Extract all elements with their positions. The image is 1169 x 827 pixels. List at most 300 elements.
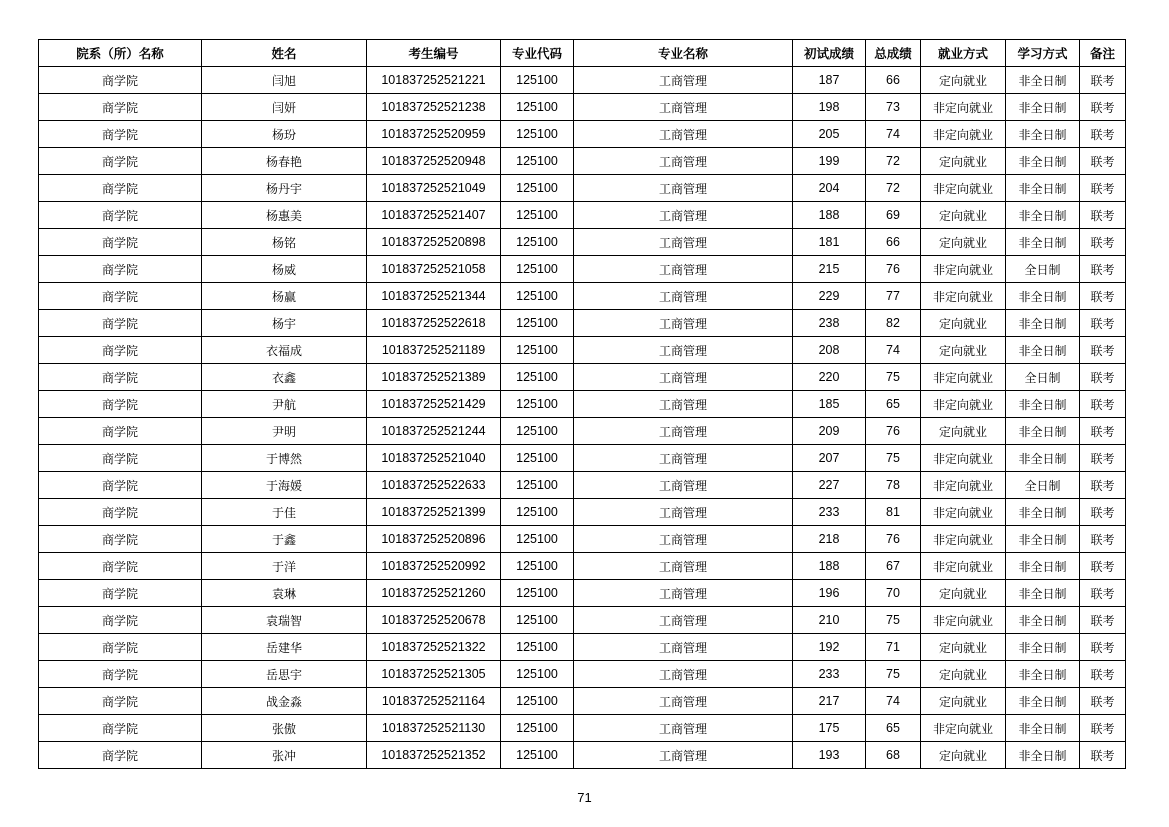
cell-initial-score: 187 [793,67,866,94]
cell-employment-type: 非定向就业 [921,283,1006,310]
cell-candidate-id: 101837252522633 [367,472,501,499]
cell-study-mode: 非全日制 [1006,175,1080,202]
cell-employment-type: 定向就业 [921,688,1006,715]
cell-initial-score: 218 [793,526,866,553]
table-row [39,67,1126,94]
cell-initial-score: 220 [793,364,866,391]
cell-name: 于鑫 [202,526,367,553]
cell-name: 张冲 [202,742,367,769]
cell-remarks: 联考 [1080,499,1126,526]
cell-department: 商学院 [39,364,202,391]
cell-remarks: 联考 [1080,688,1126,715]
cell-department: 商学院 [39,472,202,499]
table-row [39,121,1126,148]
cell-major-name: 工商管理 [574,688,793,715]
cell-major-name: 工商管理 [574,121,793,148]
cell-major-name: 工商管理 [574,499,793,526]
cell-major-name: 工商管理 [574,418,793,445]
cell-major-name: 工商管理 [574,148,793,175]
cell-total-score: 71 [866,634,921,661]
cell-employment-type: 非定向就业 [921,445,1006,472]
cell-initial-score: 185 [793,391,866,418]
cell-major-code: 125100 [501,526,574,553]
header-remarks: 备注 [1080,40,1126,67]
header-candidate-id: 考生编号 [367,40,501,67]
cell-candidate-id: 101837252521389 [367,364,501,391]
cell-employment-type: 非定向就业 [921,391,1006,418]
cell-candidate-id: 101837252521058 [367,256,501,283]
table-row [39,742,1126,769]
cell-study-mode: 非全日制 [1006,742,1080,769]
cell-study-mode: 非全日制 [1006,418,1080,445]
cell-total-score: 65 [866,715,921,742]
cell-department: 商学院 [39,256,202,283]
cell-employment-type: 定向就业 [921,148,1006,175]
cell-department: 商学院 [39,688,202,715]
table-row [39,202,1126,229]
cell-total-score: 66 [866,67,921,94]
cell-name: 岳思宇 [202,661,367,688]
table-header-row [39,40,1126,67]
cell-total-score: 73 [866,94,921,121]
cell-initial-score: 238 [793,310,866,337]
cell-study-mode: 非全日制 [1006,445,1080,472]
header-study-mode: 学习方式 [1006,40,1080,67]
cell-name: 杨玢 [202,121,367,148]
cell-major-name: 工商管理 [574,715,793,742]
cell-department: 商学院 [39,607,202,634]
cell-name: 杨铭 [202,229,367,256]
cell-employment-type: 非定向就业 [921,526,1006,553]
cell-remarks: 联考 [1080,229,1126,256]
cell-major-name: 工商管理 [574,67,793,94]
table-row [39,283,1126,310]
table-row [39,229,1126,256]
cell-initial-score: 210 [793,607,866,634]
cell-remarks: 联考 [1080,337,1126,364]
cell-initial-score: 175 [793,715,866,742]
table-row [39,661,1126,688]
cell-employment-type: 定向就业 [921,742,1006,769]
cell-major-code: 125100 [501,580,574,607]
cell-total-score: 72 [866,148,921,175]
cell-study-mode: 非全日制 [1006,607,1080,634]
cell-major-name: 工商管理 [574,661,793,688]
cell-employment-type: 定向就业 [921,202,1006,229]
cell-initial-score: 233 [793,661,866,688]
cell-employment-type: 非定向就业 [921,256,1006,283]
cell-remarks: 联考 [1080,148,1126,175]
cell-name: 于博然 [202,445,367,472]
cell-remarks: 联考 [1080,67,1126,94]
cell-initial-score: 229 [793,283,866,310]
cell-name: 杨丹宇 [202,175,367,202]
cell-initial-score: 204 [793,175,866,202]
cell-major-code: 125100 [501,121,574,148]
cell-initial-score: 188 [793,553,866,580]
cell-major-code: 125100 [501,688,574,715]
cell-initial-score: 205 [793,121,866,148]
cell-initial-score: 198 [793,94,866,121]
cell-major-name: 工商管理 [574,553,793,580]
cell-total-score: 74 [866,337,921,364]
table-row [39,634,1126,661]
cell-study-mode: 非全日制 [1006,337,1080,364]
cell-initial-score: 233 [793,499,866,526]
table-row [39,688,1126,715]
cell-major-code: 125100 [501,94,574,121]
cell-remarks: 联考 [1080,553,1126,580]
cell-initial-score: 192 [793,634,866,661]
cell-department: 商学院 [39,337,202,364]
cell-remarks: 联考 [1080,715,1126,742]
cell-study-mode: 非全日制 [1006,148,1080,175]
cell-employment-type: 非定向就业 [921,94,1006,121]
cell-major-code: 125100 [501,256,574,283]
cell-remarks: 联考 [1080,418,1126,445]
table-row [39,526,1126,553]
cell-total-score: 65 [866,391,921,418]
header-initial-score: 初试成绩 [793,40,866,67]
table-row [39,391,1126,418]
cell-candidate-id: 101837252521407 [367,202,501,229]
cell-candidate-id: 101837252520678 [367,607,501,634]
cell-major-name: 工商管理 [574,256,793,283]
cell-employment-type: 定向就业 [921,337,1006,364]
cell-remarks: 联考 [1080,742,1126,769]
cell-department: 商学院 [39,67,202,94]
cell-major-code: 125100 [501,202,574,229]
table-row [39,580,1126,607]
cell-candidate-id: 101837252521305 [367,661,501,688]
cell-remarks: 联考 [1080,526,1126,553]
cell-study-mode: 非全日制 [1006,121,1080,148]
cell-major-code: 125100 [501,607,574,634]
cell-department: 商学院 [39,742,202,769]
cell-employment-type: 非定向就业 [921,364,1006,391]
cell-major-name: 工商管理 [574,229,793,256]
table-row [39,94,1126,121]
cell-name: 尹航 [202,391,367,418]
cell-name: 于海媛 [202,472,367,499]
cell-major-name: 工商管理 [574,310,793,337]
cell-major-name: 工商管理 [574,580,793,607]
cell-candidate-id: 101837252521344 [367,283,501,310]
cell-major-code: 125100 [501,364,574,391]
cell-employment-type: 非定向就业 [921,499,1006,526]
cell-study-mode: 非全日制 [1006,283,1080,310]
cell-department: 商学院 [39,121,202,148]
cell-remarks: 联考 [1080,310,1126,337]
cell-study-mode: 全日制 [1006,256,1080,283]
header-employment-type: 就业方式 [921,40,1006,67]
cell-employment-type: 非定向就业 [921,175,1006,202]
cell-employment-type: 非定向就业 [921,715,1006,742]
table-row [39,499,1126,526]
cell-study-mode: 非全日制 [1006,310,1080,337]
cell-study-mode: 非全日制 [1006,580,1080,607]
cell-department: 商学院 [39,445,202,472]
cell-total-score: 76 [866,256,921,283]
cell-total-score: 74 [866,121,921,148]
cell-major-name: 工商管理 [574,175,793,202]
cell-department: 商学院 [39,229,202,256]
cell-major-name: 工商管理 [574,391,793,418]
cell-major-name: 工商管理 [574,634,793,661]
cell-major-name: 工商管理 [574,607,793,634]
table-row [39,553,1126,580]
cell-major-name: 工商管理 [574,526,793,553]
table-row [39,607,1126,634]
cell-department: 商学院 [39,148,202,175]
cell-study-mode: 非全日制 [1006,67,1080,94]
table-row [39,445,1126,472]
cell-candidate-id: 101837252521130 [367,715,501,742]
cell-name: 岳建华 [202,634,367,661]
cell-employment-type: 非定向就业 [921,553,1006,580]
cell-department: 商学院 [39,580,202,607]
table-row [39,364,1126,391]
cell-remarks: 联考 [1080,256,1126,283]
page-number: 71 [577,790,592,805]
cell-name: 袁琳 [202,580,367,607]
admission-table [38,39,1126,769]
cell-name: 杨惠美 [202,202,367,229]
cell-candidate-id: 101837252521322 [367,634,501,661]
cell-total-score: 75 [866,364,921,391]
cell-name: 尹明 [202,418,367,445]
cell-total-score: 82 [866,310,921,337]
cell-study-mode: 非全日制 [1006,499,1080,526]
cell-employment-type: 定向就业 [921,67,1006,94]
cell-employment-type: 非定向就业 [921,121,1006,148]
cell-remarks: 联考 [1080,445,1126,472]
cell-name: 闫妍 [202,94,367,121]
cell-remarks: 联考 [1080,364,1126,391]
table-body [39,67,1126,769]
cell-candidate-id: 101837252520896 [367,526,501,553]
cell-name: 杨春艳 [202,148,367,175]
cell-employment-type: 定向就业 [921,418,1006,445]
cell-candidate-id: 101837252520992 [367,553,501,580]
cell-remarks: 联考 [1080,634,1126,661]
cell-department: 商学院 [39,283,202,310]
cell-study-mode: 非全日制 [1006,94,1080,121]
cell-department: 商学院 [39,391,202,418]
cell-total-score: 69 [866,202,921,229]
cell-total-score: 81 [866,499,921,526]
cell-remarks: 联考 [1080,472,1126,499]
cell-study-mode: 非全日制 [1006,553,1080,580]
cell-name: 于佳 [202,499,367,526]
table-row [39,175,1126,202]
cell-department: 商学院 [39,94,202,121]
cell-department: 商学院 [39,553,202,580]
cell-major-code: 125100 [501,283,574,310]
cell-total-score: 75 [866,445,921,472]
table-row [39,472,1126,499]
table-row [39,256,1126,283]
cell-candidate-id: 101837252520959 [367,121,501,148]
cell-employment-type: 定向就业 [921,229,1006,256]
cell-candidate-id: 101837252521260 [367,580,501,607]
cell-major-code: 125100 [501,175,574,202]
cell-total-score: 76 [866,526,921,553]
cell-major-name: 工商管理 [574,742,793,769]
cell-major-code: 125100 [501,67,574,94]
cell-total-score: 75 [866,661,921,688]
cell-total-score: 72 [866,175,921,202]
cell-major-name: 工商管理 [574,94,793,121]
cell-study-mode: 非全日制 [1006,526,1080,553]
cell-department: 商学院 [39,310,202,337]
cell-initial-score: 193 [793,742,866,769]
header-department: 院系（所）名称 [39,40,202,67]
cell-total-score: 66 [866,229,921,256]
cell-major-code: 125100 [501,310,574,337]
cell-initial-score: 209 [793,418,866,445]
cell-initial-score: 208 [793,337,866,364]
cell-candidate-id: 101837252521164 [367,688,501,715]
cell-major-code: 125100 [501,418,574,445]
cell-department: 商学院 [39,499,202,526]
cell-total-score: 76 [866,418,921,445]
cell-department: 商学院 [39,175,202,202]
cell-major-code: 125100 [501,445,574,472]
header-major-name: 专业名称 [574,40,793,67]
table-row [39,715,1126,742]
cell-candidate-id: 101837252521040 [367,445,501,472]
cell-candidate-id: 101837252521399 [367,499,501,526]
cell-initial-score: 217 [793,688,866,715]
header-major-code: 专业代码 [501,40,574,67]
cell-employment-type: 非定向就业 [921,472,1006,499]
cell-initial-score: 215 [793,256,866,283]
cell-remarks: 联考 [1080,661,1126,688]
cell-study-mode: 全日制 [1006,472,1080,499]
cell-candidate-id: 101837252521429 [367,391,501,418]
cell-major-code: 125100 [501,472,574,499]
cell-total-score: 77 [866,283,921,310]
admission-table-container [38,39,1125,769]
cell-candidate-id: 101837252520898 [367,229,501,256]
cell-study-mode: 非全日制 [1006,661,1080,688]
cell-total-score: 74 [866,688,921,715]
cell-employment-type: 定向就业 [921,310,1006,337]
cell-department: 商学院 [39,634,202,661]
cell-major-name: 工商管理 [574,445,793,472]
cell-candidate-id: 101837252521238 [367,94,501,121]
cell-remarks: 联考 [1080,283,1126,310]
table-row [39,337,1126,364]
cell-candidate-id: 101837252521049 [367,175,501,202]
cell-major-name: 工商管理 [574,364,793,391]
cell-remarks: 联考 [1080,202,1126,229]
cell-name: 杨赢 [202,283,367,310]
cell-department: 商学院 [39,526,202,553]
cell-major-code: 125100 [501,499,574,526]
cell-major-code: 125100 [501,229,574,256]
cell-major-code: 125100 [501,391,574,418]
cell-department: 商学院 [39,202,202,229]
cell-major-code: 125100 [501,337,574,364]
table-row [39,418,1126,445]
cell-study-mode: 非全日制 [1006,229,1080,256]
cell-initial-score: 196 [793,580,866,607]
cell-candidate-id: 101837252521221 [367,67,501,94]
cell-remarks: 联考 [1080,175,1126,202]
cell-remarks: 联考 [1080,94,1126,121]
cell-total-score: 75 [866,607,921,634]
cell-name: 战金淼 [202,688,367,715]
cell-name: 张傲 [202,715,367,742]
cell-total-score: 68 [866,742,921,769]
cell-major-code: 125100 [501,715,574,742]
cell-study-mode: 全日制 [1006,364,1080,391]
header-name: 姓名 [202,40,367,67]
cell-department: 商学院 [39,661,202,688]
cell-study-mode: 非全日制 [1006,688,1080,715]
cell-study-mode: 非全日制 [1006,715,1080,742]
cell-remarks: 联考 [1080,391,1126,418]
cell-major-code: 125100 [501,634,574,661]
cell-department: 商学院 [39,715,202,742]
cell-name: 袁瑞智 [202,607,367,634]
cell-name: 杨威 [202,256,367,283]
cell-remarks: 联考 [1080,121,1126,148]
cell-study-mode: 非全日制 [1006,634,1080,661]
cell-name: 杨宇 [202,310,367,337]
cell-initial-score: 181 [793,229,866,256]
cell-candidate-id: 101837252522618 [367,310,501,337]
cell-name: 于洋 [202,553,367,580]
cell-initial-score: 227 [793,472,866,499]
cell-name: 衣福成 [202,337,367,364]
cell-major-code: 125100 [501,742,574,769]
cell-candidate-id: 101837252520948 [367,148,501,175]
cell-candidate-id: 101837252521244 [367,418,501,445]
cell-total-score: 67 [866,553,921,580]
cell-initial-score: 199 [793,148,866,175]
cell-major-name: 工商管理 [574,337,793,364]
cell-name: 衣鑫 [202,364,367,391]
cell-study-mode: 非全日制 [1006,391,1080,418]
cell-total-score: 70 [866,580,921,607]
cell-major-name: 工商管理 [574,472,793,499]
cell-major-name: 工商管理 [574,283,793,310]
cell-major-name: 工商管理 [574,202,793,229]
cell-total-score: 78 [866,472,921,499]
cell-initial-score: 207 [793,445,866,472]
cell-employment-type: 定向就业 [921,661,1006,688]
cell-candidate-id: 101837252521189 [367,337,501,364]
table-row [39,310,1126,337]
cell-employment-type: 定向就业 [921,634,1006,661]
cell-remarks: 联考 [1080,607,1126,634]
cell-initial-score: 188 [793,202,866,229]
cell-employment-type: 非定向就业 [921,607,1006,634]
cell-name: 闫旭 [202,67,367,94]
cell-major-code: 125100 [501,661,574,688]
cell-major-code: 125100 [501,553,574,580]
header-total-score: 总成绩 [866,40,921,67]
cell-employment-type: 定向就业 [921,580,1006,607]
cell-study-mode: 非全日制 [1006,202,1080,229]
cell-remarks: 联考 [1080,580,1126,607]
table-row [39,148,1126,175]
cell-department: 商学院 [39,418,202,445]
cell-candidate-id: 101837252521352 [367,742,501,769]
